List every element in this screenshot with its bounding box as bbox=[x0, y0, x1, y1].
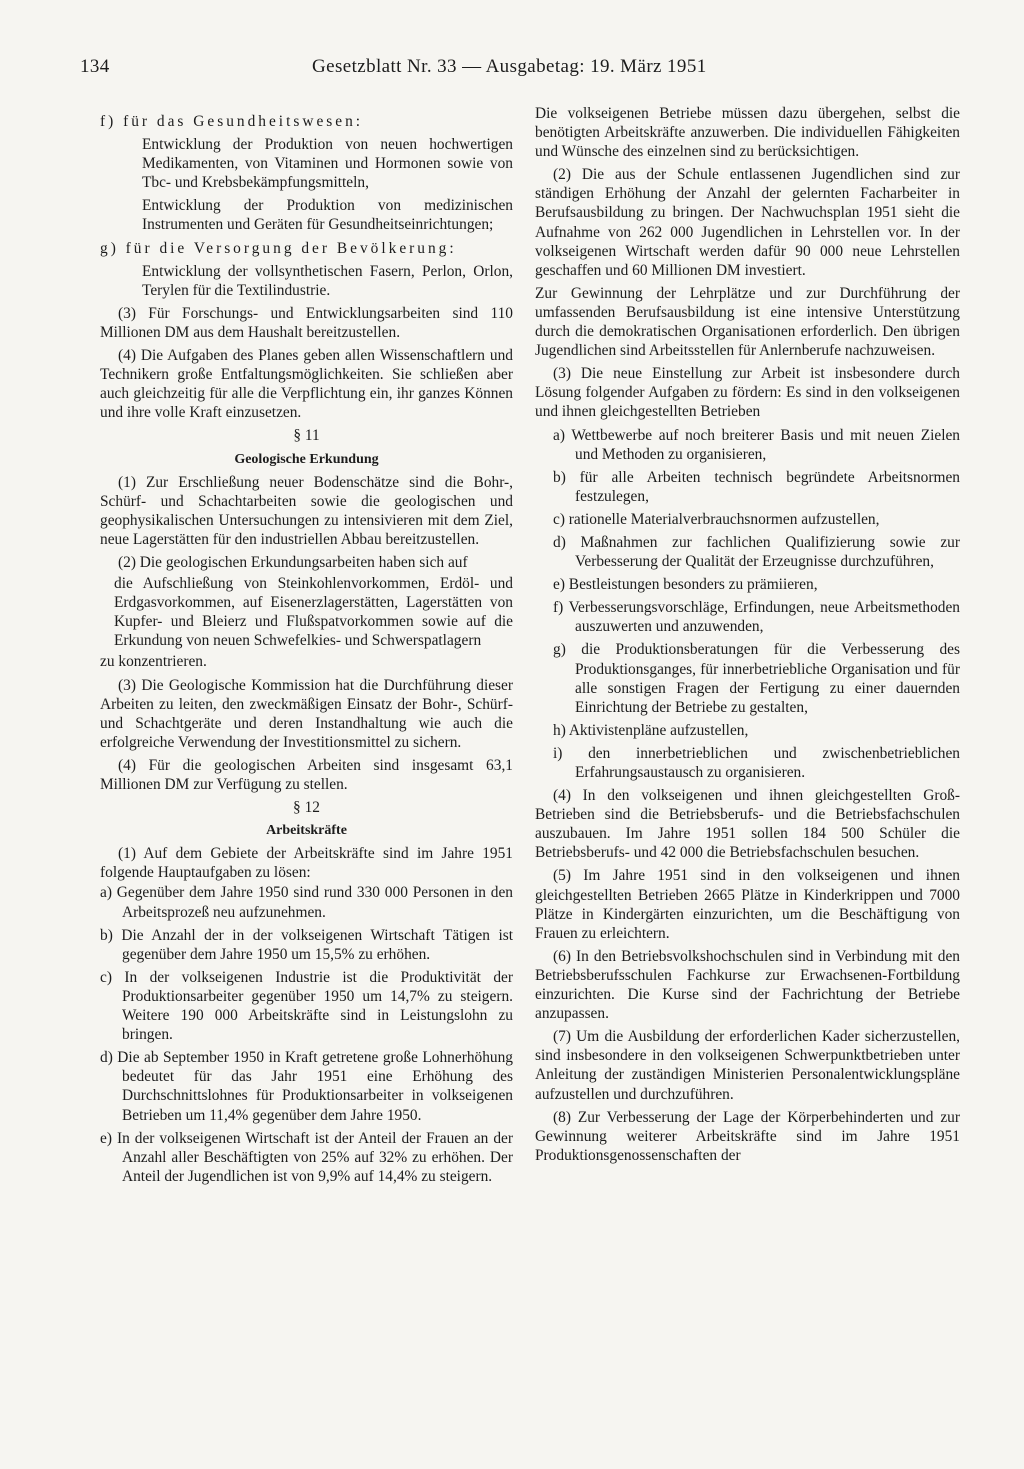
list-item: e) Bestleistungen besonders zu prämiieren, bbox=[553, 576, 818, 594]
list-item: b) Die Anzahl der in der volkseigenen Wirtschaft Tätigen ist gegenüber dem Jahre 1950 um 15,5% zu erhöhen. bbox=[100, 926, 513, 963]
list-item: h) Aktivistenpläne aufzustellen, bbox=[553, 721, 749, 739]
paragraph-11-4: (4) Für die geologischen Arbeiten sind insgesamt 63,1 Millionen DM zur Verfügung zu stellen. bbox=[100, 756, 513, 793]
section-12-title: Arbeitskräfte bbox=[266, 823, 347, 839]
list-item: d) Die ab September 1950 in Kraft getretene große Lohnerhöhung bedeutet für das Jahr 1951 eine Erhöhung des Durchschnittslohnes für Produktionsarbeiter in volkseigenen Betrieben um 11,4% gegenüber dem Jahre 1950. bbox=[100, 1049, 513, 1124]
list-item: b) für alle Arbeiten technisch begründete Arbeitsnormen festzulegen, bbox=[553, 468, 960, 505]
list-item: e) In der volkseigenen Wirtschaft ist der Anteil der Frauen an der Anzahl aller Beschäftigten von 25% auf 32% zu erhöhen. Der Anteil der Jugendlichen ist von 9,9% auf 14,4% zu steigern. bbox=[100, 1129, 513, 1185]
paragraph-11-2-end: zu konzentrieren. bbox=[100, 653, 207, 671]
paragraph-12-8: (8) Zur Verbesserung der Lage der Körperbehinderten und zur Gewinnung weiterer Arbeitskräfte sind im Jahre 1951 Produktionsgenossenschaften der bbox=[535, 1108, 960, 1164]
paragraph-11-2-intro: (2) Die geologischen Erkundungsarbeiten haben sich auf bbox=[118, 553, 468, 571]
item-f-text-1: Entwicklung der Produktion von neuen hochwertigen Medikamenten, von Vitaminen und Hormonen sowie von Tbc- und Krebsbekämpfungsmitteln, bbox=[142, 136, 513, 192]
item-g-heading: g) für die Versorgung der Bevölkerung: bbox=[100, 239, 457, 257]
section-12-number: § 12 bbox=[293, 799, 320, 817]
section-11-title: Geologische Erkundung bbox=[234, 451, 379, 467]
paragraph-11-3: (3) Die Geologische Kommission hat die Durchführung dieser Arbeiten zu leiten, den zweckmäßigen Einsatz der Bohr-, Schürf- und Schachtgeräte und deren Instandhaltung wie auch die erfolgreiche Verwendung der Investitionsmittel zu sichern. bbox=[100, 676, 513, 751]
list-item: a) Wettbewerbe auf noch breiterer Basis und mit neuen Zielen und Methoden zu organisieren, bbox=[553, 426, 960, 463]
list-item: f) Verbesserungsvorschläge, Erfindungen, neue Arbeitsmethoden auszuwerten und anzuwenden, bbox=[553, 599, 960, 636]
item-g-text: Entwicklung der vollsynthetischen Fasern, Perlon, Orlon, Terylen für die Textilindustrie. bbox=[142, 262, 513, 299]
paragraph-12-1: (1) Auf dem Gebiete der Arbeitskräfte sind im Jahre 1951 folgende Hauptaufgaben zu lösen: bbox=[100, 845, 513, 882]
paragraph-12-7: (7) Um die Ausbildung der erforderlichen Kader sicherzustellen, sind insbesondere in den volkseigenen Schwerpunktbetrieben unter Anleitung der zuständigen Ministerien Personalentwicklungspläne aufzustellen und durchzuführen. bbox=[535, 1028, 960, 1103]
paragraph-12-5: (5) Im Jahre 1951 sind in den volkseigenen und ihnen gleichgestellten Betrieben 2665 Plätze in Kinderkrippen und 7000 Plätze in Kindergärten einzurichten, um die Beschäftigung von Frauen zu erleichtern. bbox=[535, 867, 960, 942]
paragraph-11-2-body: die Aufschließung von Steinkohlenvorkommen, Erdöl- und Erdgasvorkommen, auf Eisenerzlagerstätten, Lagerstätten von Kupfer- und Bleierz und Flußspatvorkommen sowie auf die Erkundung von neuen Schwefelkies- und Schwerspatlagern bbox=[114, 575, 513, 650]
paragraph-11-1: (1) Zur Erschließung neuer Bodenschätze sind die Bohr-, Schürf- und Schachtarbeiten sowie die geologischen und geophysikalischen Untersuchungen zu intensivieren mit dem Ziel, neue Lagerstätten für den industriellen Abbau bereitzustellen. bbox=[100, 473, 513, 548]
page-number: 134 bbox=[80, 56, 110, 77]
paragraph-12-3: (3) Die neue Einstellung zur Arbeit ist insbesondere durch Lösung folgender Aufgaben zu fördern: Es sind in den volkseigenen und ihnen gleichgestellten Betrieben bbox=[535, 365, 960, 421]
paragraph-12-2-cont: Zur Gewinnung der Lehrplätze und zur Durchführung der umfassenden Berufsausbildung ist eine intensive Unterstützung durch die demokratischen Organisationen erforderlich. Den übrigen Jugendlichen sind Arbeitsstellen für Anlernberufe nachzuweisen. bbox=[535, 284, 960, 360]
list-item: d) Maßnahmen zur fachlichen Qualifizierung sowie zur Verbesserung der Qualität der Erzeugnisse durchzuführen, bbox=[553, 533, 960, 571]
paragraph-12-6: (6) In den Betriebsvolkshochschulen sind in Verbindung mit den Betriebsberufsschulen Fachkurse zur Erwachsenen-Fortbildung einzurichten. Die Kurse sind der Fachrichtung der Betriebe anzupassen. bbox=[535, 947, 960, 1023]
list-item: a) Gegenüber dem Jahre 1950 sind rund 330 000 Personen in den Arbeitsprozeß neu aufzunehmen. bbox=[100, 884, 513, 921]
section-11-number: § 11 bbox=[293, 427, 320, 445]
item-f-text-2: Entwicklung der Produktion von medizinischen Instrumenten und Geräten für Gesundheitseinrichtungen; bbox=[142, 197, 513, 234]
paragraph-10-3: (3) Für Forschungs- und Entwicklungsarbeiten sind 110 Millionen DM aus dem Haushalt bereitzustellen. bbox=[100, 304, 513, 341]
header-title: Gesetzblatt Nr. 33 — Ausgabetag: 19. März 1951 bbox=[312, 56, 707, 77]
paragraph-10-4: (4) Die Aufgaben des Planes geben allen Wissenschaftlern und Technikern große Entfaltungsmöglichkeiten. Sie schließen aber auch gleichzeitig für alle die Verpflichtung ein, ihr ganzes Können und ihre volle Kraft einzusetzen. bbox=[100, 347, 513, 422]
right-column bbox=[535, 104, 960, 1169]
paragraph-12-1-cont: Die volkseigenen Betriebe müssen dazu übergehen, selbst die benötigten Arbeitskräfte anzuwerben. Die individuellen Fähigkeiten und Wünsche des einzelnen sind zu berücksichtigen. bbox=[535, 105, 960, 161]
list-item: i) den innerbetrieblichen und zwischenbetrieblichen Erfahrungsaustausch zu organisieren. bbox=[553, 744, 960, 781]
left-column bbox=[100, 112, 513, 1190]
paragraph-12-2: (2) Die aus der Schule entlassenen Jugendlichen sind zur ständigen Erhöhung der Anzahl der gelernten Facharbeiter in Berufsausbildung zu bringen. Der Nachwuchsplan 1951 sieht die Aufnahme von 262 000 Jugendlichen in Lehrstellen vor. In der volkseigenen Wirtschaft werden dafür 90 000 neue Lehrstellen geschaffen und 60 Millionen DM investiert. bbox=[535, 166, 960, 279]
list-item: c) In der volkseigenen Industrie ist die Produktivität der Produktionsarbeiter gegenüber 1950 um 14,7% zu steigern. Weitere 190 000 Arbeitskräfte sind in Leistungslohn zu bringen. bbox=[100, 968, 513, 1044]
paragraph-12-4: (4) In den volkseigenen und ihnen gleichgestellten Groß-Betrieben sind die Betriebsberufs- und die Betriebsfachschulen auszubauen. Im Jahre 1951 sollen 184 500 Schüler die Betriebsberufs- und 42 000 die Betriebsfachschulen besuchen. bbox=[535, 787, 960, 862]
list-item: g) die Produktionsberatungen für die Verbesserung des Produktionsganges, für innerbetriebliche Organisation und für alle sonstigen Fragen der Fertigung zu einer dauernden Einrichtung der Betriebe zu gestalten, bbox=[553, 641, 960, 716]
page-header bbox=[80, 56, 960, 82]
list-item: c) rationelle Materialverbrauchsnormen aufzustellen, bbox=[553, 510, 880, 528]
item-f-heading: f) für das Gesundheitswesen: bbox=[100, 113, 364, 130]
